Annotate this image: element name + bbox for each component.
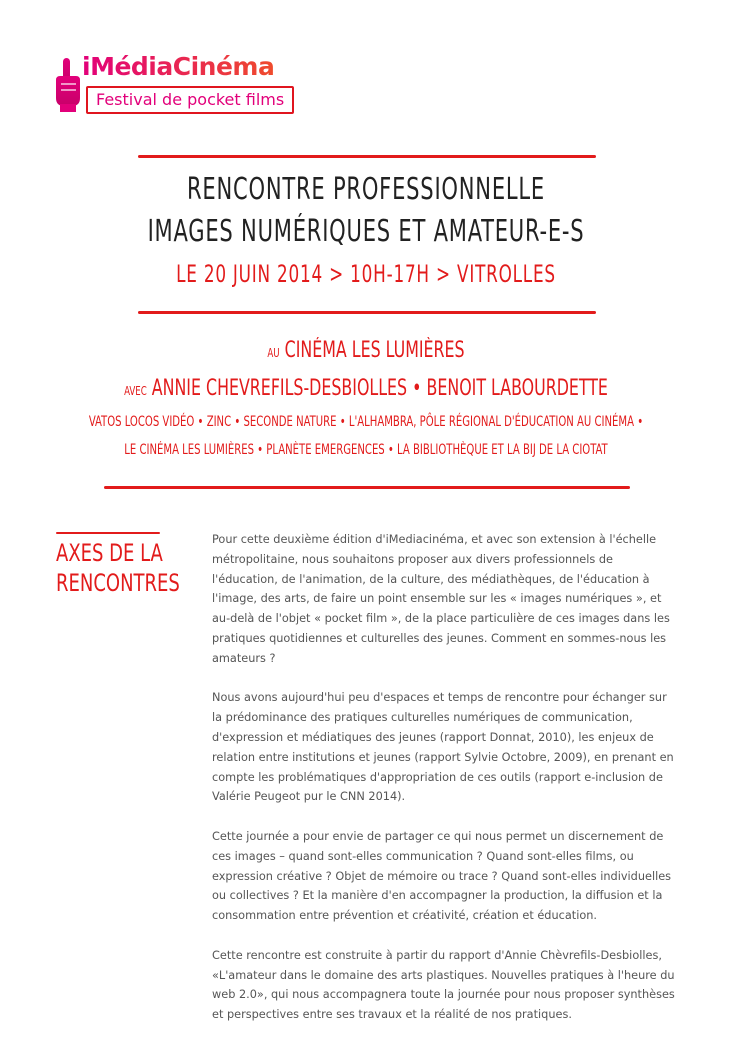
- venue-name: CINÉMA LES LUMIÈRES: [284, 338, 465, 363]
- speakers-names: ANNIE CHEVREFILS-DESBIOLLES • BENOIT LABOURDETTE: [151, 376, 608, 401]
- event-title-line2: IMAGES NUMÉRIQUES ET AMATEUR-E-S: [147, 214, 585, 249]
- divider-bottom: [104, 486, 630, 489]
- paragraph-1: Pour cette deuxième édition d'iMediacinéma, et avec son extension à l'échelle métropolitaine, nous souhaitons proposer aux divers professionnels de l'éducation, de l'animation, de la culture, des médiathèques, de l'éducation à l'image, des arts, de faire un point ensemble sur les « images numériques », et au-delà de l'objet « pocket film », de la place particulière de ces images dans les pratiques quotidiennes et culturelles des jeunes. Comment en sommes-nous les amateurs ?: [212, 533, 670, 665]
- paragraph-2: Nous avons aujourd'hui peu d'espaces et temps de rencontre pour échanger sur la prédominance des pratiques culturelles numériques de communication, d'expression et médiatiques des jeunes (rapport Donnat, 2010), les enjeux de relation entre institutions et jeunes (rapport Sylvie Octobre, 2009), en prenant en compte les problématiques d'appropriation de ces outils (rapport e-inclusion de Valérie Peugeot pur le CNN 2014).: [212, 691, 674, 804]
- section-title-line2: RENCONTRES: [56, 569, 180, 597]
- section-title: [56, 538, 180, 598]
- venue-line: [73, 338, 659, 363]
- event-date-line: LE 20 JUIN 2014 > 10H-17H > VITROLLES: [176, 260, 556, 288]
- event-title-line1: RENCONTRE PROFESSIONNELLE: [187, 172, 545, 207]
- partners-line1: VATOS LOCOS VIDÉO • ZINC • SECONDE NATURE • L'ALHAMBRA, PÔLE RÉGIONAL D'ÉDUCATION AU CINÉMA •: [88, 414, 644, 430]
- section-title-rule: [56, 532, 160, 534]
- paragraph-4: Cette rencontre est construite à partir du rapport d'Annie Chèvrefils-Desbiolles, «L'amateur dans le domaine des arts plastiques. Nouvelles pratiques à l'heure du web 2.0», qui nous accompagnera toute la journée pour nous proposer synthèses et perspectives entre ses travaux et la réalité de nos pratiques.: [212, 948, 675, 1022]
- speakers-line: [73, 376, 659, 401]
- paragraph-3: Cette journée a pour envie de partager ce qui nous permet un discernement de ces images – quand sont-elles communication ? Quand sont-elles films, ou expression créative ? Objet de mémoire ou trace ? Quand sont-elles individuelles ou collectives ? Et la manière d'en accompagner la production, la diffusion et la consommation entre prévention et créativité, création et éducation.: [212, 829, 672, 923]
- divider-top: [138, 155, 596, 158]
- logo: [52, 52, 285, 122]
- logo-tagline: Festival de pocket films: [86, 86, 294, 114]
- logo-title: iMédiaCinéma: [82, 52, 275, 81]
- speakers-prefix: AVEC: [124, 384, 147, 398]
- pointing-hand-icon: [52, 58, 82, 112]
- section-body: [212, 530, 678, 1045]
- partners-line2: LE CINÉMA LES LUMIÈRES • PLANÈTE EMERGENCES • LA BIBLIOTHÈQUE ET LA BIJ DE LA CIOTAT: [124, 442, 608, 458]
- venue-prefix: AU: [267, 346, 280, 360]
- divider-middle: [138, 311, 596, 314]
- section-title-line1: AXES DE LA: [56, 539, 163, 567]
